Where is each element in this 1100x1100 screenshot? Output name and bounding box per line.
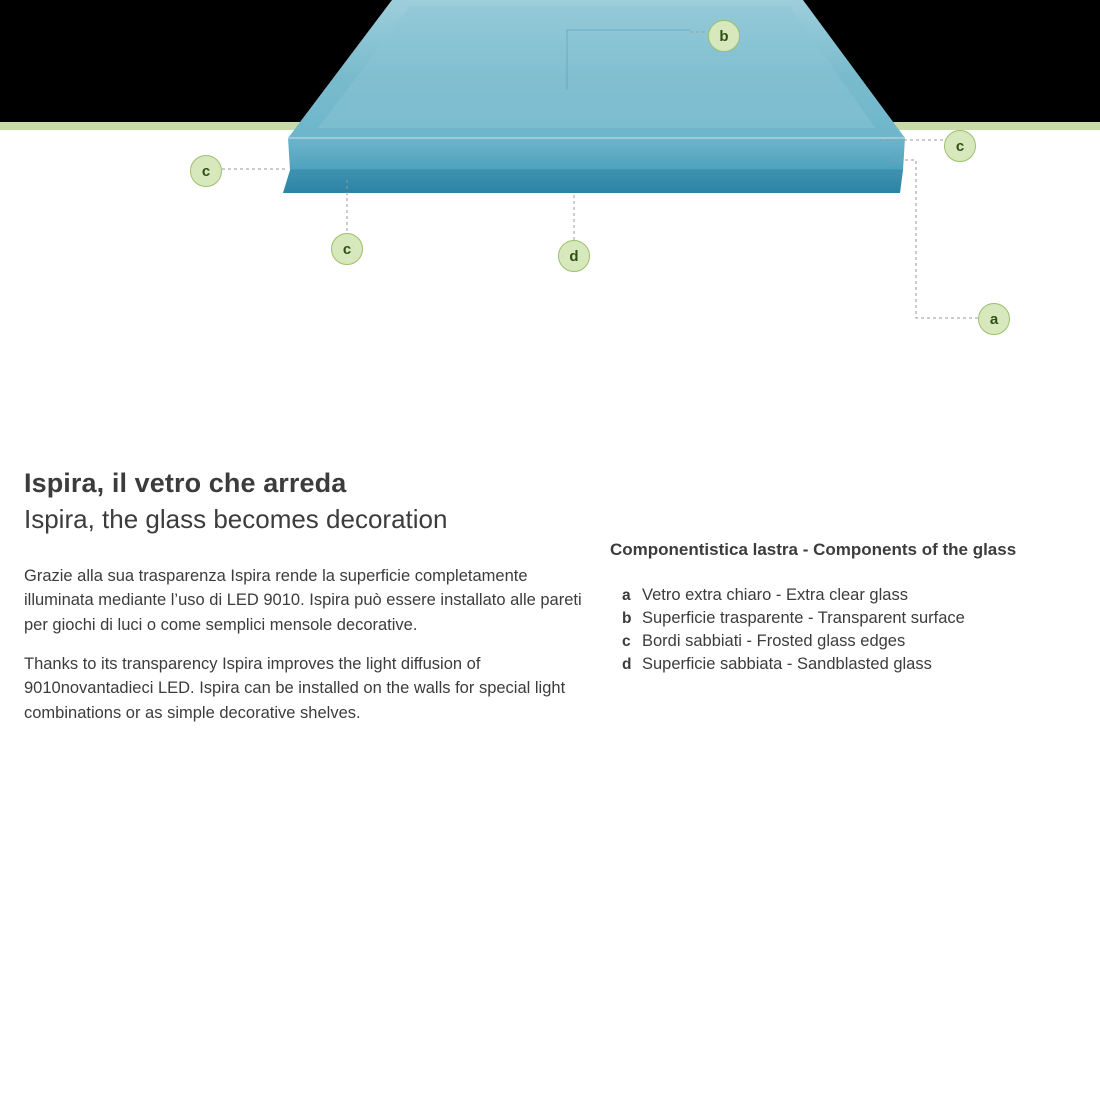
components-list [610, 586, 1090, 678]
callout-bubble-d: d [558, 240, 590, 272]
glass-sheen [318, 6, 875, 128]
component-key-c: c [622, 633, 631, 650]
headline-english: Ispira, the glass becomes decoration [24, 504, 448, 534]
glass-bottom-edge [283, 170, 903, 193]
leader-a [893, 160, 978, 318]
paragraph-english: Thanks to its transparency Ispira improves the light diffusion of 9010novantadieci LED. Ispira can be installed on the walls for special light combinations or as simple decorative shelves. [24, 655, 566, 722]
components-title: Componentistica lastra - Components of the glass [610, 540, 1017, 559]
component-key-b: b [622, 610, 632, 627]
list-item [610, 655, 1090, 674]
component-text-b: Superficie trasparente - Transparent surface [642, 609, 965, 627]
headline-italian: Ispira, il vetro che arreda [24, 468, 347, 498]
glass-front-band [288, 138, 905, 170]
product-illustration [0, 0, 1100, 440]
list-item [610, 609, 1090, 628]
list-item [610, 586, 1090, 605]
component-text-d: Superficie sabbiata - Sandblasted glass [642, 655, 932, 673]
component-text-a: Vetro extra chiaro - Extra clear glass [642, 586, 908, 604]
list-item [610, 632, 1090, 651]
description-section [0, 440, 1100, 790]
glass-shelf-graphic [0, 0, 1100, 440]
callout-bubble-c-right: c [944, 130, 976, 162]
callout-bubble-c-bottom: c [331, 233, 363, 265]
callout-bubble-c-left: c [190, 155, 222, 187]
component-key-d: d [622, 656, 632, 673]
component-key-a: a [622, 587, 631, 604]
paragraph-italian: Grazie alla sua trasparenza Ispira rende la superficie completamente illuminata mediante l’uso di LED 9010. Ispira può essere installato alle pareti per giochi di luci o come semplici mensole decorative. [24, 567, 582, 634]
callout-bubble-b: b [708, 20, 740, 52]
component-text-c: Bordi sabbiati - Frosted glass edges [642, 632, 906, 650]
callout-bubble-a: a [978, 303, 1010, 335]
